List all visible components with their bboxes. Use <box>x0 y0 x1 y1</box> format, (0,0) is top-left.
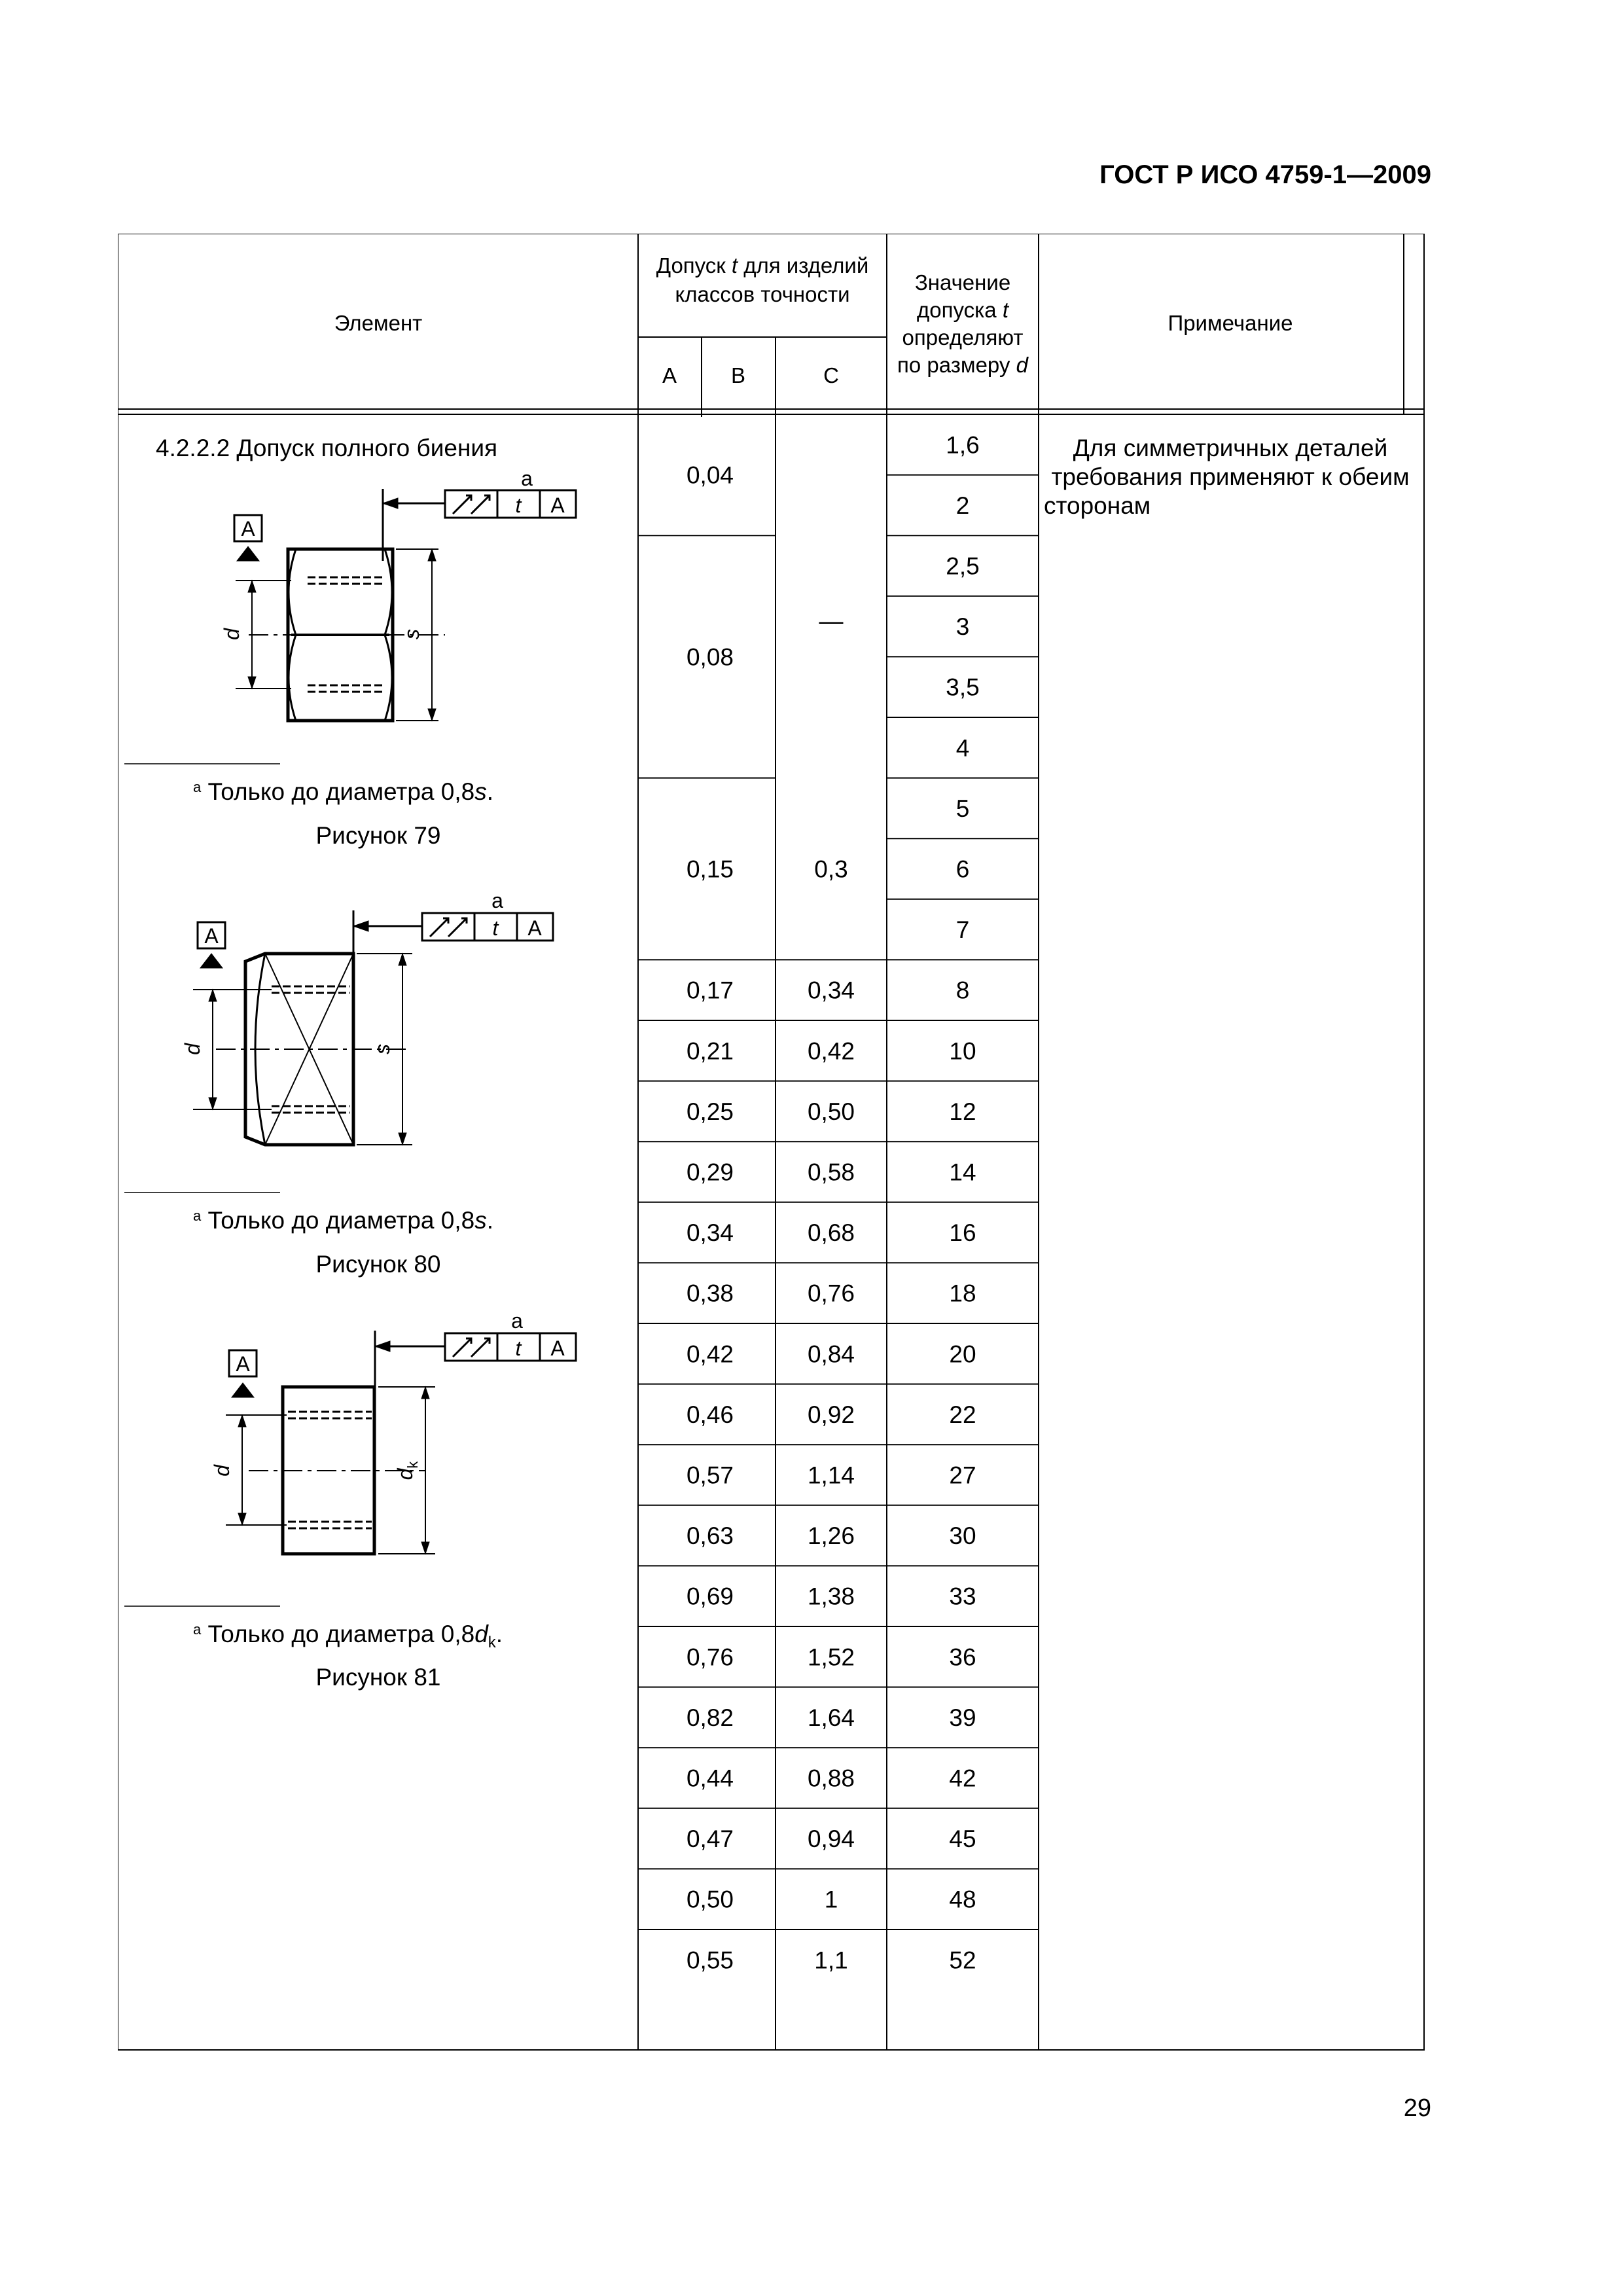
cell-class-a: 0,17 <box>686 977 734 1004</box>
header-class-b: B <box>730 363 746 387</box>
cell-d-value: 14 <box>949 1158 976 1186</box>
tolerance-table <box>118 234 1427 2053</box>
cell-class-a: 0,50 <box>686 1886 734 1913</box>
fig79-dim-d: d <box>220 628 243 640</box>
cell-class-a: 0,04 <box>686 461 734 489</box>
fig80-caption: Рисунок 80 <box>315 1251 441 1278</box>
cell-class-c: 0,3 <box>814 855 848 883</box>
cell-class-a: 0,29 <box>686 1158 734 1186</box>
cell-d-value: 8 <box>955 977 970 1004</box>
cell-d-value: 18 <box>949 1280 976 1307</box>
cell-class-c: 0,58 <box>807 1158 855 1186</box>
fig79-dim-s: s <box>400 629 423 639</box>
fig79-footnote: $^a$ Только до диаметра 0,8s. <box>193 778 493 805</box>
fig79-tol-letter: t <box>515 493 522 517</box>
cell-class-c: 1,26 <box>807 1522 855 1550</box>
cell-d-value: 1,6 <box>946 431 980 459</box>
fig81-caption: Рисунок 81 <box>315 1664 441 1691</box>
document-id: ГОСТ Р ИСО 4759-1—2009 <box>1099 160 1431 189</box>
header-tolerance-line1: Допуск t для изделий <box>656 253 869 278</box>
fig79-mark-a: a <box>521 467 533 490</box>
fig80-datum-letter: A <box>204 924 219 948</box>
cell-class-a: 0,42 <box>686 1340 734 1368</box>
cell-d-value: 20 <box>949 1340 976 1368</box>
header-class-c: C <box>823 363 839 387</box>
cell-d-value: 48 <box>949 1886 976 1913</box>
header-element: Элемент <box>334 311 423 335</box>
fig80-dim-s: s <box>370 1044 394 1054</box>
header-note: Примечание <box>1168 311 1293 335</box>
figure-81 <box>226 1331 576 1554</box>
cell-class-a: 0,55 <box>686 1946 734 1974</box>
header-value-line2: допуска t <box>917 298 1008 322</box>
note-line-1: Для симметричных деталей <box>1073 435 1388 461</box>
cell-d-value: 30 <box>949 1522 976 1550</box>
cell-d-value: 2 <box>955 492 970 519</box>
cell-class-c: 0,88 <box>807 1765 855 1792</box>
cell-class-c: 1 <box>824 1886 838 1913</box>
cell-class-a: 0,69 <box>686 1583 734 1610</box>
fig79-caption: Рисунок 79 <box>315 822 441 849</box>
header-tolerance-line2: классов точности <box>675 282 850 306</box>
fig80-mark-a: a <box>491 889 503 912</box>
cell-d-value: 6 <box>955 855 970 883</box>
page-number: 29 <box>1403 2094 1431 2122</box>
cell-d-value: 45 <box>949 1825 976 1853</box>
fig81-datum-letter: A <box>236 1352 250 1376</box>
cell-class-a: 0,15 <box>686 855 734 883</box>
cell-class-c: 0,34 <box>807 977 855 1004</box>
cell-d-value: 52 <box>949 1946 976 1974</box>
figure-80 <box>193 910 553 1145</box>
cell-d-value: 16 <box>949 1219 976 1247</box>
cell-class-c: 0,68 <box>807 1219 855 1247</box>
cell-d-value: 27 <box>949 1462 976 1489</box>
cell-d-value: 2,5 <box>946 552 980 580</box>
fig81-datum-ref: A <box>550 1336 565 1360</box>
fig81-dim-dk: $d_k$ <box>393 1461 421 1480</box>
cell-class-a: 0,34 <box>686 1219 734 1247</box>
fig80-footnote: $^a$ Только до диаметра 0,8s. <box>193 1207 493 1234</box>
cell-class-c: 0,42 <box>807 1037 855 1065</box>
cell-d-value: 33 <box>949 1583 976 1610</box>
cell-d-value: 22 <box>949 1401 976 1428</box>
cell-class-a: 0,57 <box>686 1462 734 1489</box>
fig80-tol-letter: t <box>492 916 499 940</box>
cell-class-c: 1,64 <box>807 1704 855 1731</box>
header-class-a: A <box>662 363 677 387</box>
fig79-datum-letter: A <box>241 517 255 541</box>
cell-d-value: 3 <box>955 613 970 641</box>
cell-class-a: 0,82 <box>686 1704 734 1731</box>
cell-class-a: 0,25 <box>686 1098 734 1125</box>
fig79-datum-ref: A <box>550 493 565 517</box>
fig81-tol-letter: t <box>515 1336 522 1360</box>
header-value-line4: по размеру d <box>897 353 1028 377</box>
cell-d-value: 42 <box>949 1765 976 1792</box>
fig80-dim-d: d <box>181 1043 204 1055</box>
cell-d-value: 3,5 <box>946 673 980 701</box>
cell-class-c: 0,92 <box>807 1401 855 1428</box>
cell-class-c: 0,84 <box>807 1340 855 1368</box>
cell-class-a: 0,46 <box>686 1401 734 1428</box>
cell-class-c: 1,1 <box>814 1946 848 1974</box>
note-line-2: требования применяют к обеим <box>1051 463 1410 490</box>
cell-class-a: 0,08 <box>686 643 734 671</box>
cell-class-c: 0,50 <box>807 1098 855 1125</box>
cell-class-c: 0,94 <box>807 1825 855 1853</box>
cell-class-a: 0,63 <box>686 1522 734 1550</box>
cell-d-value: 7 <box>955 916 970 944</box>
fig81-dim-d: d <box>210 1465 234 1477</box>
cell-class-c: 1,14 <box>807 1462 855 1489</box>
cell-d-value: 10 <box>949 1037 976 1065</box>
fig81-footnote: $^a$ Только до диаметра $0,8d_k$. <box>193 1621 503 1651</box>
fig81-mark-a: a <box>511 1309 523 1333</box>
cell-d-value: 4 <box>955 734 970 762</box>
cell-class-c: 0,76 <box>807 1280 855 1307</box>
cell-class-a: 0,44 <box>686 1765 734 1792</box>
cell-d-value: 12 <box>949 1098 976 1125</box>
cell-class-c: 1,38 <box>807 1583 855 1610</box>
note-line-3: сторонам <box>1044 492 1151 519</box>
header-value-line1: Значение <box>914 270 1011 295</box>
class-c-dash: — <box>819 607 844 634</box>
cell-class-a: 0,38 <box>686 1280 734 1307</box>
cell-class-a: 0,21 <box>686 1037 734 1065</box>
cell-class-a: 0,47 <box>686 1825 734 1853</box>
cell-d-value: 36 <box>949 1643 976 1671</box>
cell-class-c: 1,52 <box>807 1643 855 1671</box>
cell-d-value: 5 <box>955 795 970 822</box>
section-title: 4.2.2.2 Допуск полного биения <box>156 435 498 461</box>
cell-class-a: 0,76 <box>686 1643 734 1671</box>
cell-d-value: 39 <box>949 1704 976 1731</box>
fig80-datum-ref: A <box>527 916 542 940</box>
header-value-line3: определяют <box>902 325 1024 350</box>
